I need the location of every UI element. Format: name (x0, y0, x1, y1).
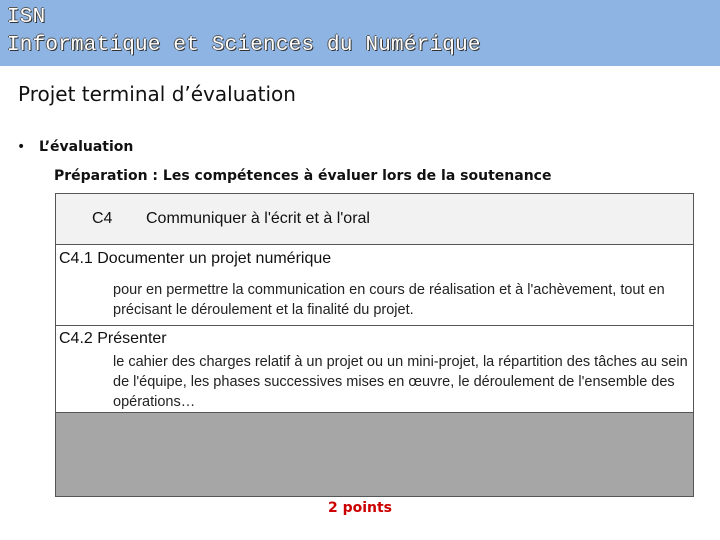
bullet-dot-icon: • (17, 139, 26, 155)
title-banner (0, 0, 720, 66)
item-description: le cahier des charges relatif à un projet ou un mini-projet, la répartition des tâches au sein de l'équipe, les phases successives mises en œuvre, le déroulement de l'ensemble des opérations… (113, 354, 688, 410)
slide-title: Projet terminal d’évaluation (18, 82, 296, 106)
preparation-heading: Préparation : Les compétences à évaluer lors de la soutenance (54, 168, 552, 184)
item-title: C4.1 Documenter un projet numérique (59, 250, 332, 267)
competence-item-c42 (55, 325, 694, 413)
empty-grey-panel (55, 412, 694, 497)
bullet-label: L’évaluation (39, 139, 134, 155)
bullet-evaluation (17, 139, 133, 155)
banner-acronym: ISN (7, 6, 46, 29)
item-title: C4.2 Présenter (59, 330, 167, 347)
competence-title: Communiquer à l'écrit et à l'oral (146, 210, 370, 227)
points-label: 2 points (327, 500, 393, 516)
item-description: pour en permettre la communication en cours de réalisation et à l'achèvement, tout en précisant le déroulement et la finalité du projet. (113, 282, 665, 318)
banner-subtitle: Informatique et Sciences du Numérique (7, 34, 481, 57)
competence-header (55, 193, 694, 245)
competence-code: C4 (92, 210, 113, 227)
competence-item-c41 (55, 244, 694, 326)
